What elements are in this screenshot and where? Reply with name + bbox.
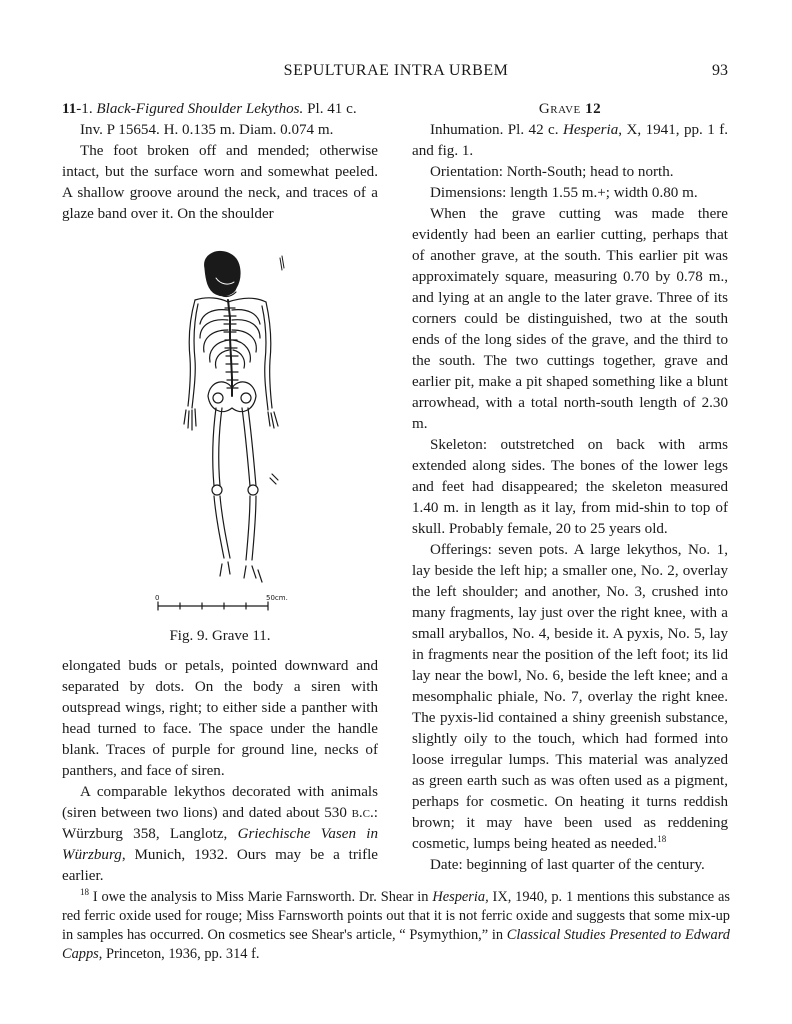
inventory-line: Inv. P 15654. H. 0.135 m. Diam. 0.074 m. <box>80 122 334 138</box>
footnote-text-b: IX, 1940, p. 1 mentions this substance as red ferric oxide used for rouge; Miss Farnsworth points out that it is not ferric oxide and suggests that some mix-up in samples has occurred. On cosmetics see Shear's article, “ Psymythion,” in <box>62 889 730 943</box>
page-number: 93 <box>712 62 728 79</box>
description-paragraph-1: The foot broken off and mended; otherwise intact, but the surface worn and somewhat peeled. A shallow groove around the neck, and traces of a glaze band over it. On the shoulder <box>62 143 378 222</box>
para3-book-title: Griechische Vasen in Würzburg <box>62 826 378 863</box>
entry-heading <box>62 99 378 120</box>
description-paragraph-2: elongated buds or petals, pointed downward and separated by dots. On the body a siren with outspread wings, right; to either side a panther with head turned to face. The space under the handle blank. Traces of purple for ground line, necks of panthers, and face of siren. <box>62 658 378 779</box>
offerings-paragraph <box>412 540 728 855</box>
entry-plate: Pl. 41 c. <box>307 101 357 117</box>
footnote-text-a: I owe the analysis to Miss Marie Farnsworth. Dr. Shear in <box>89 889 429 905</box>
scale-label-end: 50cm. <box>266 594 288 602</box>
grave-number: 12 <box>585 101 602 117</box>
footnote-18 <box>62 888 730 964</box>
skeleton-figure <box>150 248 300 618</box>
grave-heading <box>412 99 728 120</box>
left-leg-drawing <box>213 408 222 486</box>
orientation-line: Orientation: North-South; head to north. <box>430 164 674 180</box>
running-header: SEPULTURAE INTRA URBEM <box>283 62 509 79</box>
scale-label-start: 0 <box>155 594 160 602</box>
grave-label: Grave <box>538 101 581 117</box>
para3-text-c: , Munich, 1932. Ours may be a trifle earlier. <box>62 847 378 884</box>
footnote-number: 18 <box>80 887 89 898</box>
left-arm-drawing <box>188 300 198 408</box>
footnote-ref-18[interactable]: 18 <box>657 833 667 844</box>
scale-bar <box>158 602 268 610</box>
inhumation-text-a: Inhumation. Pl. 42 c. <box>430 122 559 138</box>
footnote <box>62 888 730 964</box>
left-column-top <box>62 99 378 225</box>
description-paragraph-3 <box>62 782 378 887</box>
footnote-book-title: Classical Studies Presented to Edward Capps <box>62 927 730 962</box>
skull-drawing <box>205 252 240 296</box>
cutting-paragraph: When the grave cutting was made there evidently had been an earlier cutting, perhaps that of another grave, at the south. This earlier pit was approximately square, measuring 0.70 by 0.78 m., and lying at an angle to the later grave. Three of its corners could be distinguished, two at the south ends of the long sides of the grave, and the third to the south. The two cuttings together, grave and earlier pit, make a pit shaped something like a blunt arrowhead, with a total north-south length of 2.30 m. <box>412 206 728 432</box>
left-column-bottom <box>62 656 378 887</box>
date-line: Date: beginning of last quarter of the century. <box>430 857 705 873</box>
right-column <box>412 99 728 876</box>
inhumation-line <box>412 120 728 162</box>
offerings-text: Offerings: seven pots. A large lekythos, No. 1, lay beside the left hip; a smaller one, No. 2, overlay the left shoulder; and another, No. 3, crushed into many fragments, lay just over the right knee, with a small aryballos, No. 4, beside it. A pyxis, No. 5, lay in fragments near the position of the left foot; its lid lay near the bowl, No. 6, beside the left knee; and a mesomphalic phiale, No. 7, overlay the right knee. The pyxis-lid contained a shiny greenish substance, slightly oily to the touch, which had formed into loose irregular lumps. This material was analyzed as green earth such as was often used as a pigment, perhaps for cosmetic. On heating it turns reddish brown; it may have been used as reddening cosmetic, lumps being heated as needed. <box>412 542 728 852</box>
right-arm-drawing <box>262 302 272 410</box>
footnote-journal: Hesperia, <box>432 889 489 905</box>
right-leg-drawing <box>242 408 256 486</box>
inhumation-journal: Hesperia <box>562 122 619 138</box>
footnote-text-c: , Princeton, 1936, pp. 314 f. <box>98 946 260 962</box>
figure-caption: Fig. 9. Grave 11. <box>169 628 271 644</box>
inhumation-text-b: , X, 1941, pp. 1 f. and fig. 1. <box>412 122 728 159</box>
para3-text-a: A comparable lekythos decorated with animals (siren between two lions) and dated about 530 <box>62 784 378 821</box>
para3-bc: b.c. <box>351 805 374 821</box>
entry-title: Black-Figured Shoulder Lekythos. <box>96 101 304 117</box>
dimensions-line: Dimensions: length 1.55 m.+; width 0.80 m. <box>430 185 698 201</box>
entry-number: 11 <box>62 101 77 117</box>
entry-number-suffix: -1. <box>76 101 93 117</box>
skeleton-paragraph: Skeleton: outstretched on back with arms extended along sides. The bones of the lower legs and feet had disappeared; the skeleton measured 1.40 m. in length as it lay, from mid-shin to top of skull. Probably female, 20 to 25 years old. <box>412 437 728 537</box>
para3-text-b: : Würzburg 358, Langlotz, <box>62 805 378 842</box>
